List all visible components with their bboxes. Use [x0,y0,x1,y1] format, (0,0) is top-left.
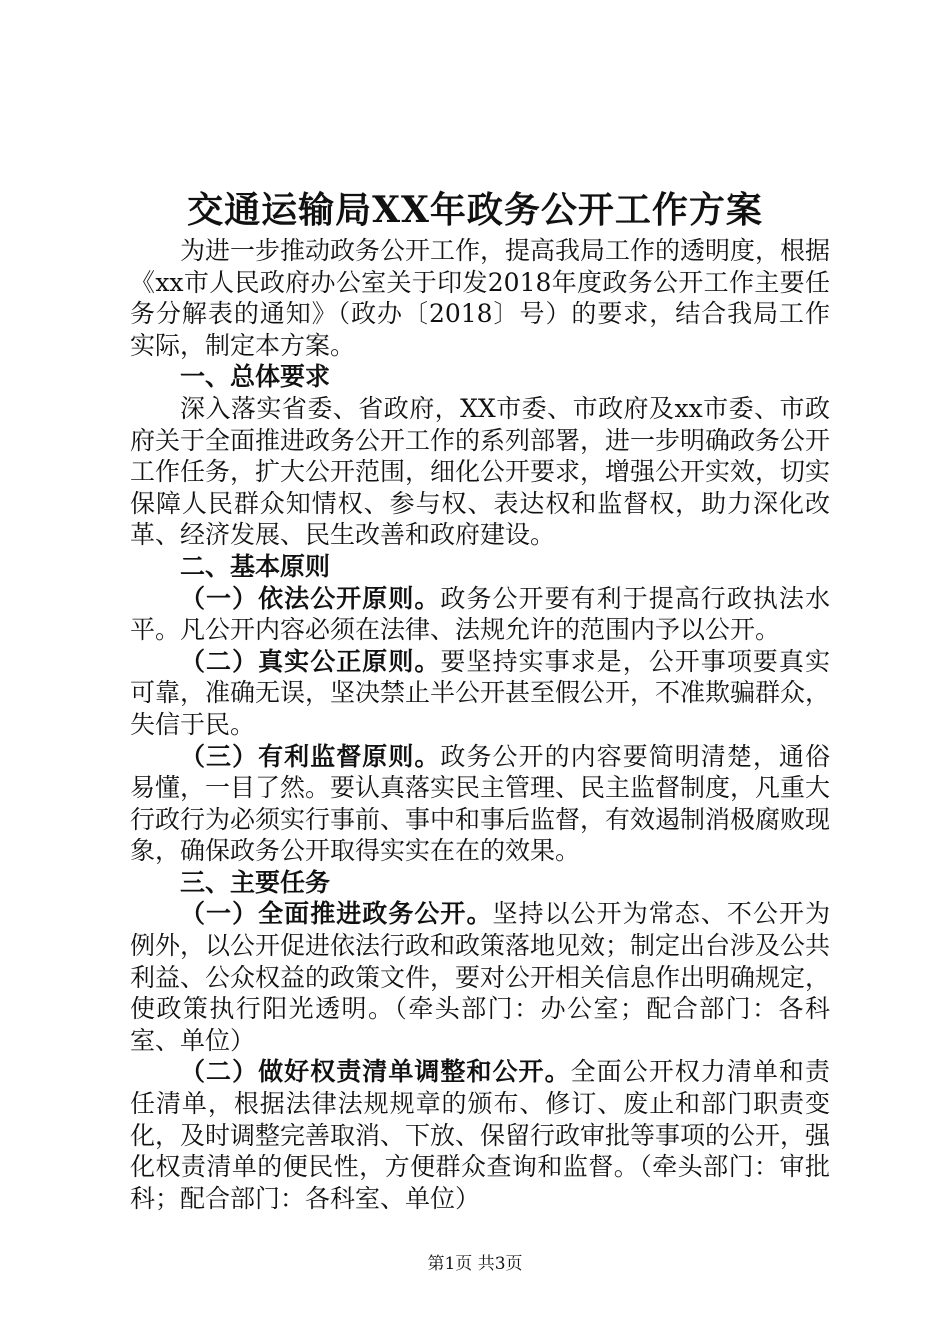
principle-paragraph-3 [130,741,830,867]
document-title: 交通运输局XX年政务公开工作方案 [187,189,763,231]
intro-paragraph: 为进一步推动政务公开工作，提高我局工作的透明度，根据《xx市人民政府办公室关于印发2018年度政务公开工作主要任务分解表的通知》（政办〔2018〕号）的要求，结合我局工作实际，制定本方案。 [130,236,831,360]
principle-label-3: （三）有利监督原则。 [180,741,441,771]
principle-text-2: 要坚持实事求是，公开事项要真实可靠，准确无误，坚决禁止半公开甚至假公开，不准欺骗群众，失信于民。 [130,646,831,739]
task-paragraph-2 [130,1056,830,1214]
task-text-1: 坚持以公开为常态、不公开为例外，以公开促进依法行政和政策落地见效；制定出台涉及公共利益、公众权益的政策文件，要对公开相关信息作出明确规定，使政策执行阳光透明。（牵头部门：办公室；配合部门：各科室、单位） [130,899,831,1055]
task-paragraph-1 [130,898,830,1056]
principle-paragraph-1 [130,583,830,646]
principle-label-2: （二）真实公正原则。 [180,646,441,676]
principle-label-1: （一）依法公开原则。 [180,583,441,613]
task-label-2: （二）做好权责清单调整和公开。 [180,1057,571,1087]
section-heading-2: 二、基本原则 [180,551,331,581]
task-label-1: （一）全面推进政务公开。 [180,899,493,929]
section-heading-1: 一、总体要求 [180,362,331,392]
principle-text-1: 政务公开要有利于提高行政执法水平。凡公开内容必须在法律、法规允许的范围内予以公开。 [130,583,830,645]
section-1-paragraph: 深入落实省委、省政府，XX市委、市政府及xx市委、市政府关于全面推进政务公开工作的系列部署，进一步明确政务公开工作任务，扩大公开范围，细化公开要求，增强公开实效，切实保障人民群众知情权、参与权、表达权和监督权，助力深化改革、经济发展、民生改善和政府建设。 [130,393,831,550]
principle-text-3: 政务公开的内容要简明清楚，通俗易懂，一目了然。要认真落实民主管理、民主监督制度，凡重大行政行为必须实行事前、事中和事后监督，有效遏制消极腐败现象，确保政务公开取得实实在在的效果。 [130,741,831,866]
page-footer: 第1页 共3页 [427,1254,523,1274]
principle-paragraph-2 [130,646,830,741]
task-text-2: 全面公开权力清单和责任清单，根据法律法规规章的颁布、修订、废止和部门职责变化，及时调整完善取消、下放、保留行政审批等事项的公开，强化权责清单的便民性，方便群众查询和监督。（牵头部门：审批科；配合部门：各科室、单位） [130,1057,831,1213]
document-body [130,235,830,1214]
section-heading-3: 三、主要任务 [180,867,331,897]
